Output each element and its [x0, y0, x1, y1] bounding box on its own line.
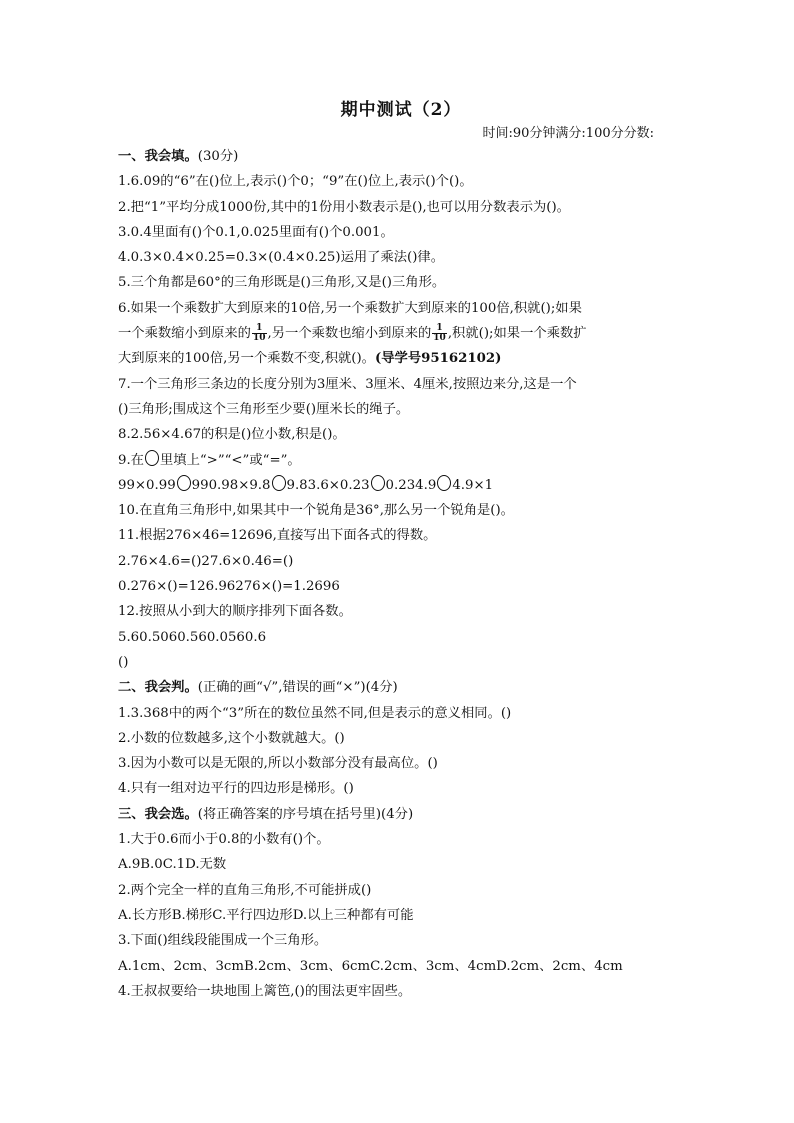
question-1-9-comparisons — [118, 473, 684, 498]
question-3-1: 1.大于0.6而小于0.8的小数有()个。 — [118, 832, 330, 848]
compare-circle-icon[interactable] — [272, 475, 286, 491]
section3-title: 三、我会选。 — [118, 806, 198, 822]
cmp-3: 9.83.6×0.23 — [286, 477, 370, 493]
compare-circle-icon[interactable] — [177, 475, 191, 491]
question-1-6-line3 — [118, 346, 684, 371]
exam-page — [118, 98, 684, 1004]
question-2-1: 1.3.368中的两个“3”所在的数位虽然不同,但是表示的意义相同。() — [118, 705, 512, 721]
q6-text-b: ,另一个乘数也缩小到原来的 — [267, 326, 432, 342]
fraction-denominator: 10 — [252, 333, 266, 344]
fraction-numerator: 1 — [252, 324, 267, 334]
exam-meta: 时间:90分钟满分:100分分数: — [482, 126, 654, 141]
question-1-9 — [118, 448, 684, 473]
question-1-12-line2: 5.60.5060.560.0560.6 — [118, 629, 267, 645]
answer-circle-icon — [145, 450, 159, 466]
section2-heading — [118, 675, 684, 700]
cmp-5: 4.9×1 — [452, 477, 494, 493]
question-1-1: 1.6.09的“6”在()位上,表示()个0；“9”在()位上,表示()个()。 — [118, 174, 473, 190]
question-1-2: 2.把“1”平均分成1000份,其中的1份用小数表示是(),也可以用分数表示为()。 — [118, 199, 570, 215]
section1-heading — [118, 144, 684, 169]
question-1-11-line3: 0.276×()=126.96276×()=1.2696 — [118, 579, 340, 595]
question-1-10: 10.在直角三角形中,如果其中一个锐角是36°,那么另一个锐角是()。 — [118, 503, 514, 519]
q6-text-a: 一个乘数缩小到原来的 — [118, 326, 251, 342]
q9-text-b: 里填上“>”“<”或“=”。 — [159, 452, 301, 468]
question-1-11-line2: 2.76×4.6=()27.6×0.46=() — [118, 553, 294, 569]
question-1-6-line2 — [118, 321, 684, 346]
question-2-3: 3.因为小数可以是无限的,所以小数部分没有最高位。() — [118, 756, 438, 772]
question-3-2: 2.两个完全一样的直角三角形,不可能拼成() — [118, 882, 372, 898]
q6-text-c: ,积就();如果一个乘数扩 — [447, 326, 587, 342]
guide-number: (导学号95162102) — [374, 351, 502, 367]
question-1-7-line2: ()三角形;围成这个三角形至少要()厘米长的绳子。 — [118, 401, 410, 417]
question-1-11-line1: 11.根据276×46=12696,直接写出下面各式的得数。 — [118, 528, 437, 544]
fraction-one-tenth — [252, 324, 267, 343]
question-1-3: 3.0.4里面有()个0.1,0.025里面有()个0.001。 — [118, 224, 394, 240]
question-1-7-line1: 7.一个三角形三条边的长度分别为3厘米、3厘米、4厘米,按照边来分,这是一个 — [118, 376, 577, 392]
cmp-2: 990.98×9.8 — [191, 477, 271, 493]
question-1-5: 5.三个角都是60°的三角形既是()三角形,又是()三角形。 — [118, 275, 446, 291]
question-3-1-options: A.9B.0C.1D.无数 — [118, 857, 227, 873]
q6-text-d: 大到原来的100倍,另一个乘数不变,积就()。 — [118, 351, 375, 367]
section2-score: (正确的画“√”,错误的画“×”)(4分) — [197, 680, 398, 696]
question-2-4: 4.只有一组对边平行的四边形是梯形。() — [118, 781, 354, 797]
question-1-6-line1: 6.如果一个乘数扩大到原来的10倍,另一个乘数扩大到原来的100倍,积就();如果 — [118, 300, 582, 316]
compare-circle-icon[interactable] — [437, 475, 451, 491]
question-1-8: 8.2.56×4.67的积是()位小数,积是()。 — [118, 427, 346, 443]
question-1-12-line3: () — [118, 654, 129, 670]
question-1-4: 4.0.3×0.4×0.25=0.3×(0.4×0.25)运用了乘法()律。 — [118, 250, 445, 266]
compare-circle-icon[interactable] — [371, 475, 385, 491]
question-1-12-line1: 12.按照从小到大的顺序排列下面各数。 — [118, 604, 352, 620]
section3-heading — [118, 802, 684, 827]
question-3-4: 4.王叔叔要给一块地围上篱笆,()的围法更牢固些。 — [118, 983, 412, 999]
section1-title: 一、我会填。 — [118, 149, 198, 164]
question-3-2-options: A.长方形B.梯形C.平行四边形D.以上三种都有可能 — [118, 907, 414, 923]
fraction-one-tenth-2 — [432, 324, 447, 343]
q9-text-a: 9.在 — [118, 452, 144, 468]
section2-title: 二、我会判。 — [118, 680, 198, 696]
fraction-numerator-2: 1 — [432, 324, 447, 334]
question-2-2: 2.小数的位数越多,这个小数就越大。() — [118, 730, 345, 746]
fraction-denominator-2: 10 — [433, 333, 446, 344]
cmp-4: 0.234.9 — [385, 477, 437, 493]
cmp-1: 99×0.99 — [118, 477, 176, 493]
question-3-3-options: A.1cm、2cm、3cmB.2cm、3cm、6cmC.2cm、3cm、4cmD.2cm、2cm、4cm — [118, 958, 623, 974]
section1-score: (30分) — [197, 149, 239, 164]
page-title: 期中测试（2） — [340, 100, 462, 120]
question-3-3: 3.下面()组线段能围成一个三角形。 — [118, 933, 328, 949]
section3-score: (将正确答案的序号填在括号里)(4分) — [197, 806, 414, 822]
